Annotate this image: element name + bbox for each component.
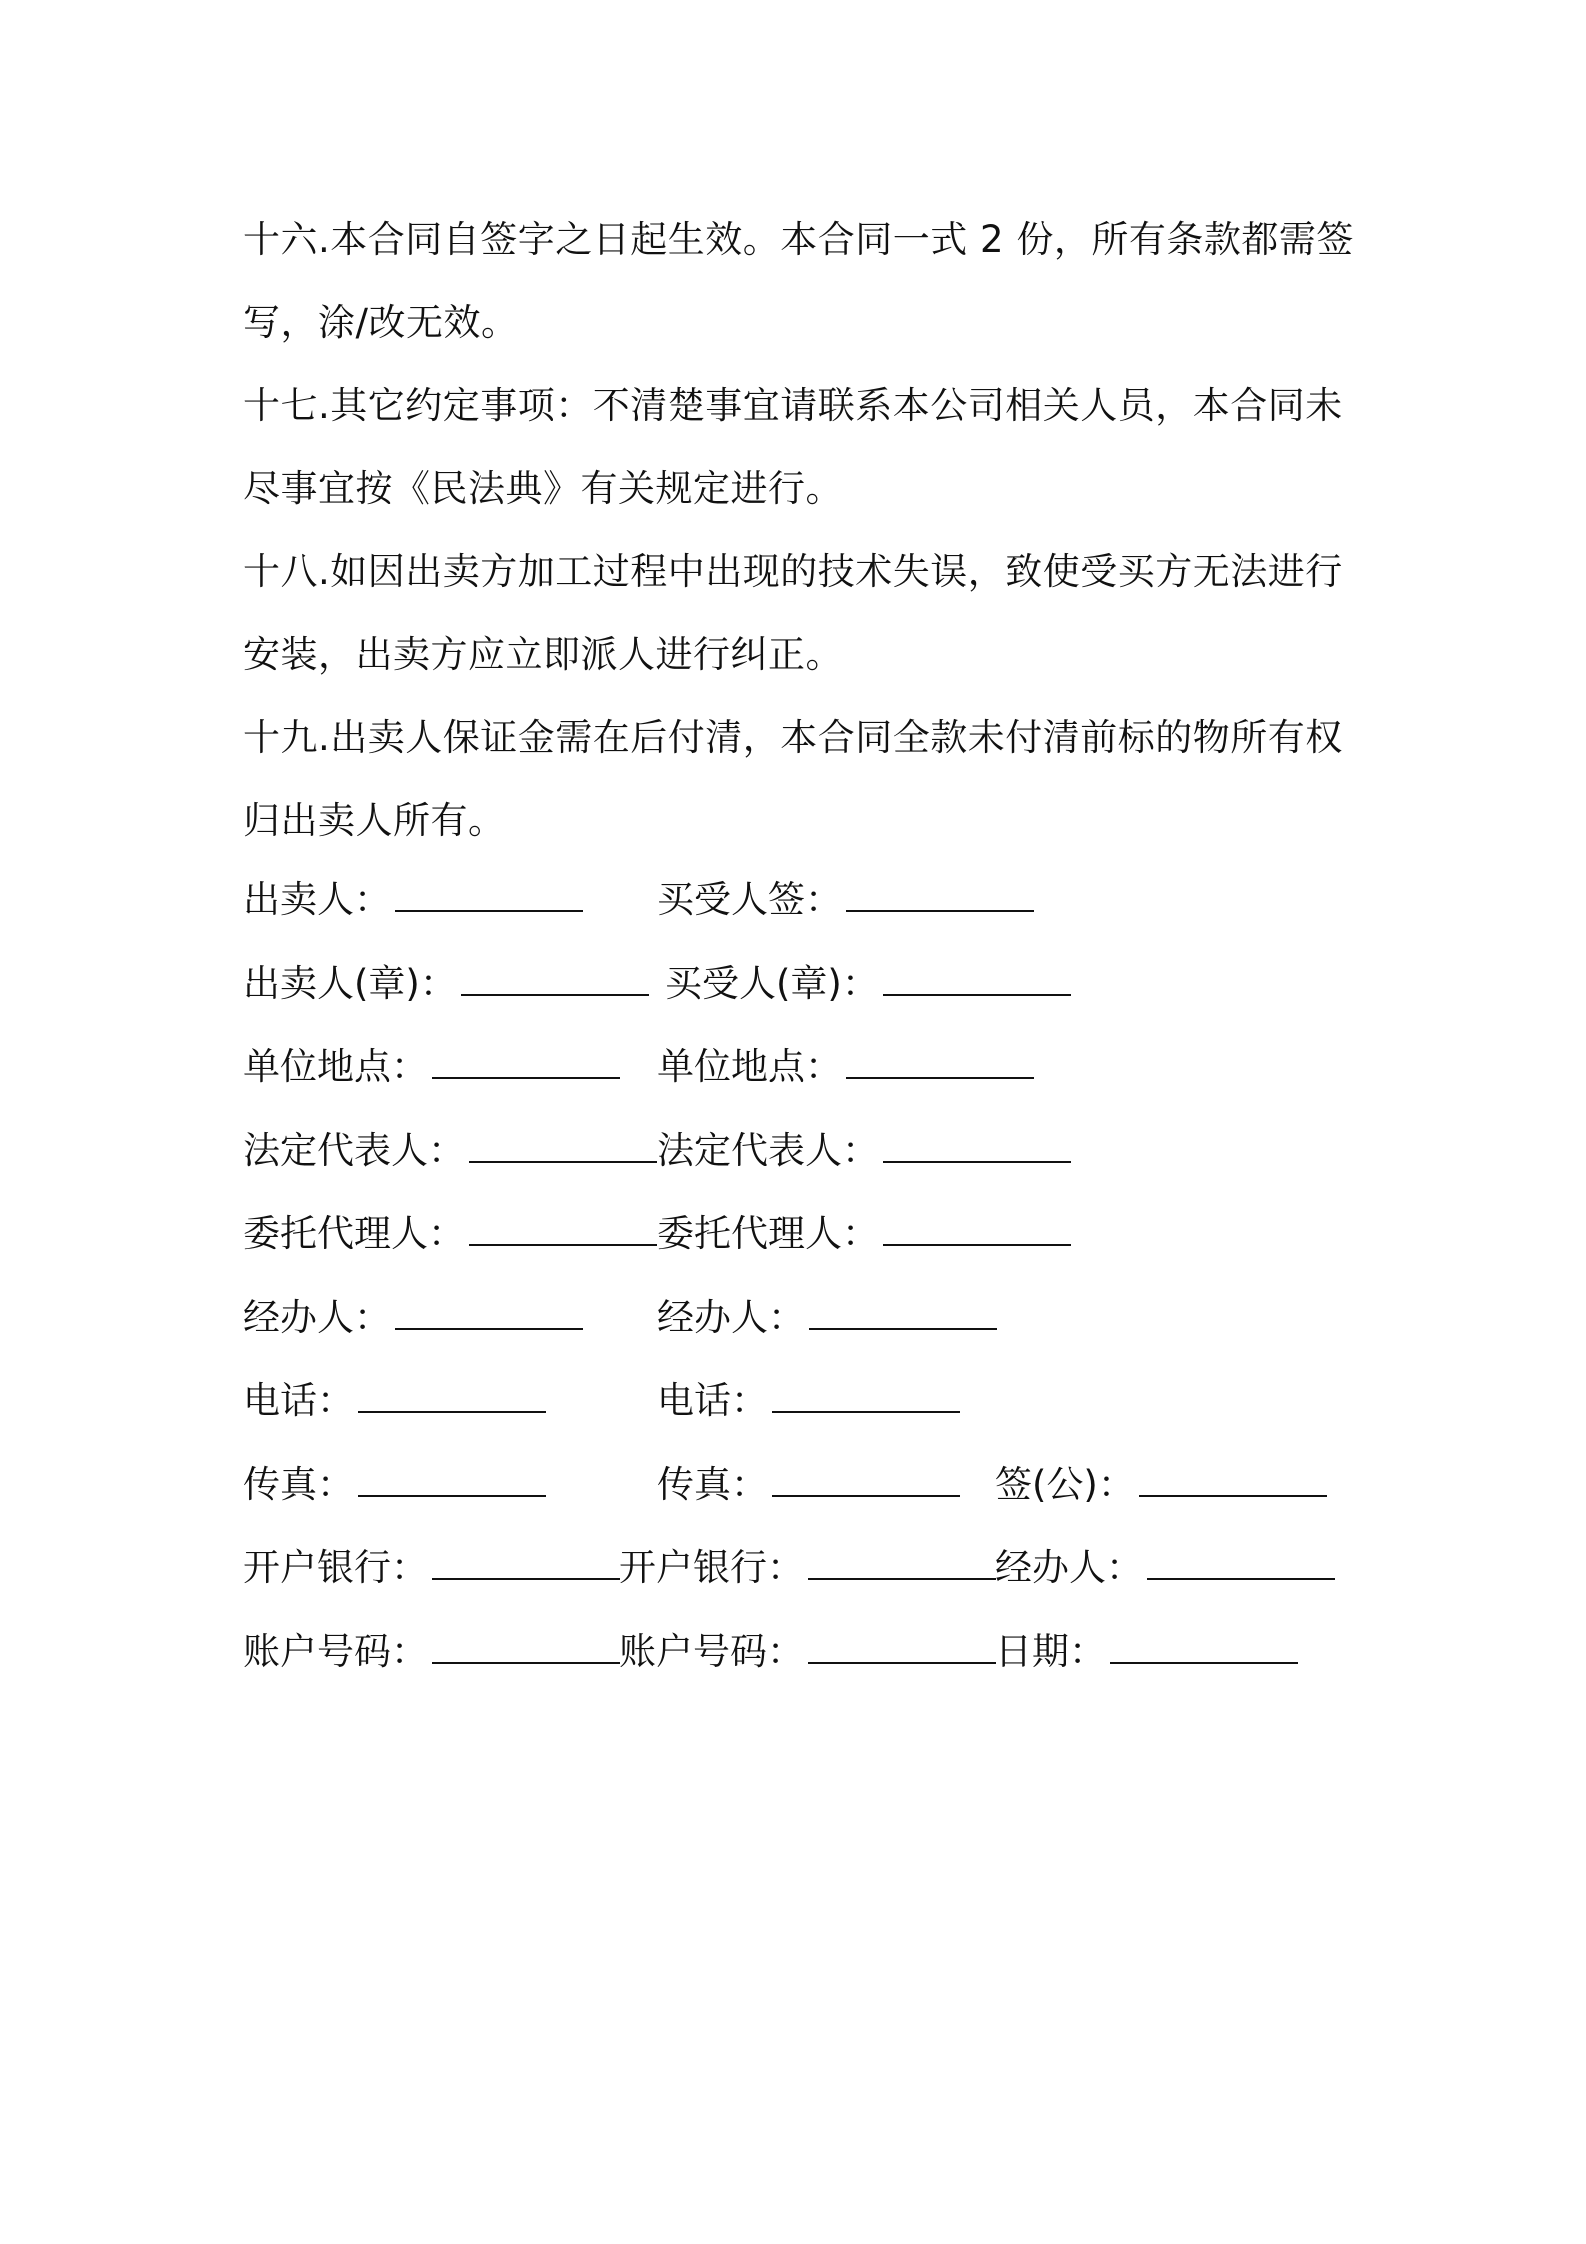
buyer-field bbox=[619, 1610, 996, 1694]
fill-line bbox=[469, 1218, 657, 1246]
fill-line bbox=[846, 884, 1034, 912]
signature-row bbox=[243, 942, 1363, 1026]
fill-line bbox=[772, 1469, 960, 1497]
fill-line bbox=[808, 1636, 996, 1664]
fill-line bbox=[432, 1552, 620, 1580]
clause-19: 十九.出卖人保证金需在后付清，本合同全款未付清前标的物所有权归出卖人所有。 bbox=[243, 716, 1343, 842]
extra-field bbox=[995, 1610, 1298, 1694]
buyer-field bbox=[657, 1359, 960, 1443]
field-label: 经办人： bbox=[657, 1295, 805, 1339]
seller-field bbox=[243, 1276, 583, 1360]
clause-17: 十七.其它约定事项：不清楚事宜请联系本公司相关人员，本合同未尽事宜按《民法典》有关规定进行。 bbox=[243, 384, 1343, 510]
fill-line bbox=[432, 1051, 620, 1079]
field-label: 出卖人： bbox=[243, 878, 391, 921]
contract-clauses bbox=[243, 198, 1363, 862]
seller-field bbox=[243, 1443, 546, 1527]
seller-field bbox=[243, 1359, 546, 1443]
field-label: 账户号码： bbox=[619, 1629, 804, 1673]
field-label: 单位地点： bbox=[243, 1045, 428, 1088]
signature-row bbox=[243, 1526, 1363, 1610]
signature-row bbox=[243, 1359, 1363, 1443]
fill-line bbox=[395, 884, 583, 912]
seller-field bbox=[243, 942, 649, 1026]
fill-line bbox=[358, 1469, 546, 1497]
field-label: 账户号码： bbox=[243, 1629, 428, 1673]
buyer-field bbox=[657, 1276, 997, 1360]
field-label: 单位地点： bbox=[657, 1045, 842, 1088]
signature-row bbox=[243, 1192, 1363, 1276]
field-label: 传真： bbox=[657, 1462, 768, 1506]
signature-row bbox=[243, 1109, 1363, 1193]
signature-row bbox=[243, 1443, 1363, 1527]
fill-line bbox=[808, 1552, 996, 1580]
field-label: 经办人： bbox=[243, 1295, 391, 1339]
seller-field bbox=[243, 858, 583, 942]
field-label: 出卖人(章)： bbox=[243, 961, 457, 1005]
buyer-field bbox=[657, 1109, 1071, 1193]
field-label: 买受人(章)： bbox=[665, 961, 879, 1005]
fill-line bbox=[1139, 1469, 1327, 1497]
field-label: 委托代理人： bbox=[243, 1212, 465, 1255]
field-label: 日期： bbox=[995, 1629, 1106, 1673]
field-label: 法定代表人： bbox=[243, 1128, 465, 1172]
field-label: 法定代表人： bbox=[657, 1128, 879, 1172]
buyer-field bbox=[657, 1443, 960, 1527]
fill-line bbox=[809, 1302, 997, 1330]
fill-line bbox=[772, 1385, 960, 1413]
field-label: 电话： bbox=[657, 1379, 768, 1422]
fill-line bbox=[883, 1135, 1071, 1163]
signature-row bbox=[243, 1610, 1363, 1694]
field-label: 经办人： bbox=[995, 1546, 1143, 1589]
fill-line bbox=[883, 968, 1071, 996]
extra-field bbox=[995, 1443, 1327, 1527]
signature-row bbox=[243, 1276, 1363, 1360]
seller-field bbox=[243, 1526, 620, 1610]
field-label: 传真： bbox=[243, 1462, 354, 1506]
field-label: 开户银行： bbox=[243, 1546, 428, 1589]
field-label: 买受人签： bbox=[657, 878, 842, 921]
fill-line bbox=[461, 968, 649, 996]
fill-line bbox=[846, 1051, 1034, 1079]
buyer-field bbox=[657, 1025, 1034, 1109]
fill-line bbox=[395, 1302, 583, 1330]
fill-line bbox=[358, 1385, 546, 1413]
field-label: 委托代理人： bbox=[657, 1212, 879, 1255]
fill-line bbox=[469, 1135, 657, 1163]
signature-block bbox=[243, 858, 1363, 1693]
signature-row bbox=[243, 858, 1363, 942]
field-label: 签(公)： bbox=[995, 1462, 1135, 1506]
buyer-field bbox=[619, 1526, 996, 1610]
fill-line bbox=[883, 1218, 1071, 1246]
fill-line bbox=[432, 1636, 620, 1664]
buyer-field bbox=[665, 942, 1071, 1026]
extra-field bbox=[995, 1526, 1335, 1610]
seller-field bbox=[243, 1610, 620, 1694]
buyer-field bbox=[657, 1192, 1071, 1276]
seller-field bbox=[243, 1192, 657, 1276]
fill-line bbox=[1110, 1636, 1298, 1664]
signature-row bbox=[243, 1025, 1363, 1109]
buyer-field bbox=[657, 858, 1034, 942]
fill-line bbox=[1147, 1552, 1335, 1580]
seller-field bbox=[243, 1109, 657, 1193]
seller-field bbox=[243, 1025, 620, 1109]
clause-18: 十八.如因出卖方加工过程中出现的技术失误，致使受买方无法进行安装，出卖方应立即派人进行纠正。 bbox=[243, 550, 1343, 676]
clause-16: 十六.本合同自签字之日起生效。本合同一式 2 份，所有条款都需签写，涂/改无效。 bbox=[243, 218, 1354, 344]
field-label: 电话： bbox=[243, 1379, 354, 1422]
field-label: 开户银行： bbox=[619, 1546, 804, 1589]
